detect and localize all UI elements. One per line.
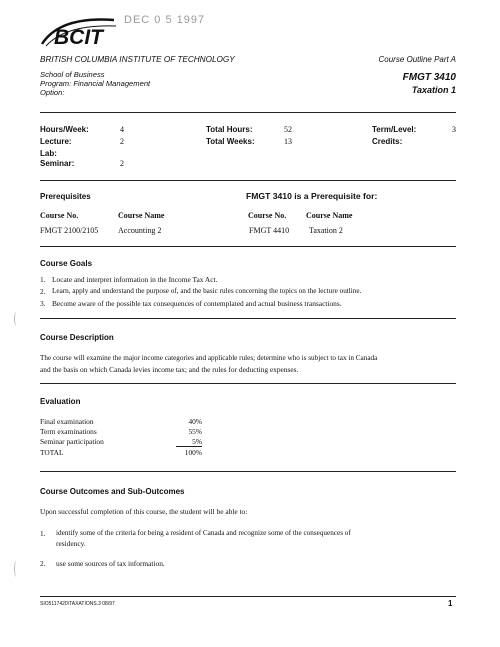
outcomes-intro: Upon successful completion of this course, the student will be able to: (40, 507, 248, 516)
course-no-header: Course No. (40, 211, 79, 220)
subsequent-course-no: FMGT 4410 (249, 226, 290, 235)
divider (40, 318, 456, 319)
total-hours-value: 52 (284, 125, 292, 134)
seminar-value: 2 (120, 159, 124, 168)
evaluation-label: Term examinations (40, 427, 97, 436)
evaluation-value: 5% (176, 437, 202, 447)
lecture-value: 2 (120, 137, 124, 146)
total-weeks-label: Total Weeks: (206, 137, 255, 146)
lecture-label: Lecture: (40, 137, 72, 146)
total-hours-label: Total Hours: (206, 125, 253, 134)
divider (40, 383, 456, 384)
divider (40, 596, 456, 597)
bcit-logo (40, 14, 118, 48)
goal-number: 3. (40, 299, 46, 308)
prerequisite-for-heading: FMGT 3410 is a Prerequisite for: (246, 191, 378, 201)
prerequisite-course-no: FMGT 2100/2105 (40, 226, 99, 235)
evaluation-label: Seminar participation (40, 437, 104, 446)
scan-mark (14, 312, 19, 326)
school-name: School of Business (40, 70, 105, 79)
footer-file-reference: SIO5117420\TAXATIONS.3 08/97 (40, 601, 115, 607)
description-line: and the basis on which Canada levies income tax; and the rules for deducting expenses. (40, 365, 299, 374)
course-description-heading: Course Description (40, 333, 114, 342)
divider (40, 471, 456, 472)
outcome-text: use some sources of tax information. (56, 559, 165, 568)
seminar-label: Seminar: (40, 159, 75, 168)
divider (40, 180, 456, 181)
page-number: 1 (448, 599, 453, 608)
evaluation-value: 55% (188, 427, 202, 436)
svg-text:BCIT: BCIT (54, 26, 103, 48)
prerequisites-heading: Prerequisites (40, 192, 91, 201)
outcome-text: residency. (56, 539, 86, 548)
outcome-number: 1. (40, 529, 46, 538)
hours-week-label: Hours/Week: (40, 125, 89, 134)
course-code: FMGT 3410 (402, 72, 456, 83)
goal-text: Learn, apply and understand the purpose of, and the basic rules concerning the topics on the lecture outline. (52, 287, 362, 295)
credits-label: Credits: (372, 137, 403, 146)
program-name: Program: Financial Management (40, 79, 151, 88)
hours-week-value: 4 (120, 125, 124, 134)
outline-part: Course Outline Part A (378, 55, 456, 64)
course-name-header: Course Name (306, 211, 353, 220)
evaluation-value: 40% (188, 417, 202, 426)
evaluation-heading: Evaluation (40, 397, 81, 406)
evaluation-label: Final examination (40, 417, 94, 426)
description-line: The course will examine the major income categories and applicable rules; determine who is subject to tax in Canada (40, 354, 378, 362)
institute-name: BRITISH COLUMBIA INSTITUTE OF TECHNOLOGY (40, 55, 235, 64)
goal-text: Locate and interpret information in the Income Tax Act. (52, 275, 218, 284)
lab-label: Lab: (40, 149, 57, 158)
course-no-header: Course No. (248, 211, 287, 220)
divider (40, 112, 456, 113)
divider (40, 246, 456, 247)
evaluation-total: 100% (184, 448, 202, 457)
course-name-header: Course Name (118, 211, 165, 220)
received-date-stamp: DEC 0 5 1997 (124, 14, 206, 26)
course-goals-heading: Course Goals (40, 259, 93, 268)
prerequisite-course-name: Accounting 2 (118, 226, 162, 235)
total-weeks-value: 13 (284, 137, 292, 146)
goal-text: Become aware of the possible tax consequences of contemplated and actual business transactions. (52, 299, 342, 308)
goal-number: 1. (40, 275, 46, 284)
term-level-value: 3 (452, 125, 456, 134)
term-level-label: Term/Level: (372, 125, 417, 134)
scan-mark (14, 561, 19, 577)
course-title: Taxation 1 (411, 85, 456, 95)
subsequent-course-name: Taxation 2 (309, 226, 343, 235)
evaluation-label: TOTAL (40, 448, 64, 457)
option-label: Option: (40, 88, 65, 97)
outcome-number: 2. (40, 559, 46, 568)
goal-number: 2. (40, 287, 46, 296)
outcomes-heading: Course Outcomes and Sub-Outcomes (40, 487, 185, 496)
outcome-text: identify some of the criteria for being a resident of Canada and recognize some of the consequences of (56, 529, 351, 537)
